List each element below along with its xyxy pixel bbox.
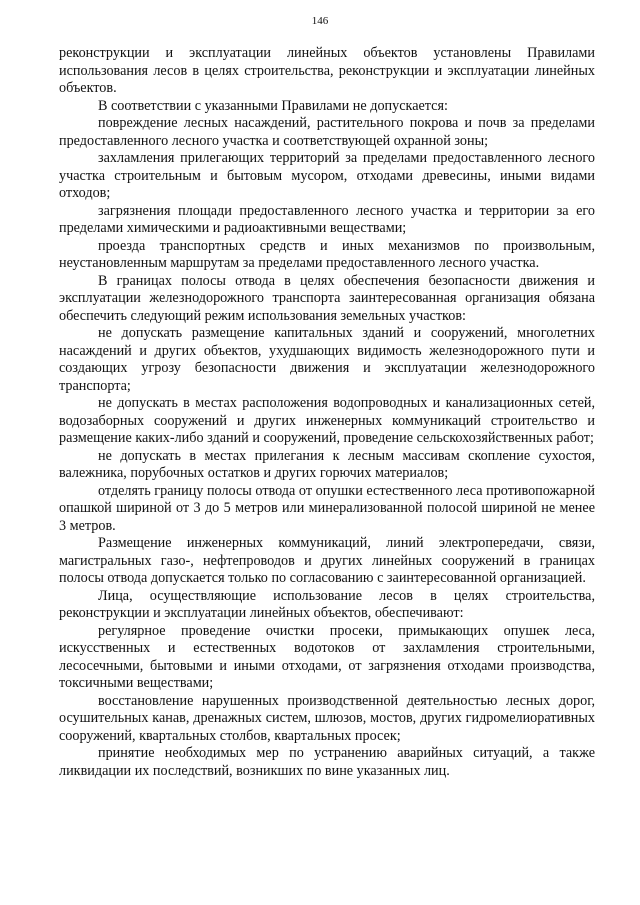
paragraph: Лица, осуществляющие использование лесов в целях строительства, реконструкции и эксплуатации линейных объектов, обеспечивают: xyxy=(59,587,595,621)
page-number: 146 xyxy=(311,15,329,27)
paragraph: восстановление нарушенных производственной деятельностью лесных дорог, осушительных канав, дренажных систем, шлюзов, мостов, других гидромелиоративных сооружений, квартальных столбов, квартальных просек; xyxy=(59,692,595,744)
paragraph: не допускать в местах прилегания к лесным массивам скопление сухостоя, валежника, порубочных остатков и других горючих материалов; xyxy=(59,447,595,481)
paragraph: реконструкции и эксплуатации линейных объектов установлены Правилами использования лесов в целях строительства, реконструкции и эксплуатации линейных объектов. xyxy=(59,45,595,96)
paragraph: проезда транспортных средств и иных механизмов по произвольным, неустановленным маршрутам за пределами предоставленного лесного участка. xyxy=(59,237,595,271)
paragraph: принятие необходимых мер по устранению аварийных ситуаций, а также ликвидации их последствий, возникших по вине указанных лиц. xyxy=(59,745,595,779)
paragraph: не допускать в местах расположения водопроводных и канализационных сетей, водозаборных сооружений и других инженерных коммуникаций строительство и размещение каких-либо зданий и сооружений, проведение сельскохозяйственных работ; xyxy=(59,395,595,446)
paragraph: захламления прилегающих территорий за пределами предоставленного лесного участка строительным и бытовым мусором, отходами древесины, иными видами отходов; xyxy=(59,150,595,201)
paragraph: отделять границу полосы отвода от опушки естественного леса противопожарной опашкой шириной от 3 до 5 метров или минерализованной полосой шириной не менее 3 метров. xyxy=(59,482,595,534)
paragraph: регулярное проведение очистки просеки, примыкающих опушек леса, искусственных и естественных водотоков от захламления строительными, лесосечными, бытовыми и иными отходами, от загрязнения отходами производства, токсичными веществами; xyxy=(59,622,595,691)
paragraph: В соответствии с указанными Правилами не допускается: xyxy=(98,97,448,114)
paragraph: Размещение инженерных коммуникаций, линий электропередачи, связи, магистральных газо-, нефтепроводов и других линейных сооружений в границах полосы отвода допускается только по согласованию с заинтересованной организацией. xyxy=(59,535,595,586)
paragraph: повреждение лесных насаждений, растительного покрова и почв за пределами предоставленного лесного участка и соответствующей охранной зоны; xyxy=(59,115,595,149)
document-body xyxy=(59,45,595,780)
paragraph: загрязнения площади предоставленного лесного участка и территории за его пределами химическими и радиоактивными веществами; xyxy=(59,202,595,236)
paragraph: не допускать размещение капитальных зданий и сооружений, многолетних насаждений и других объектов, ухудшающих видимость железнодорожного пути и создающих угрозу безопасности движения и эксплуатации железнодорожного транспорта; xyxy=(59,325,595,394)
paragraph: В границах полосы отвода в целях обеспечения безопасности движения и эксплуатации железнодорожного транспорта заинтересованная организация обязана обеспечить следующий режим использования земельных участков: xyxy=(59,272,595,324)
